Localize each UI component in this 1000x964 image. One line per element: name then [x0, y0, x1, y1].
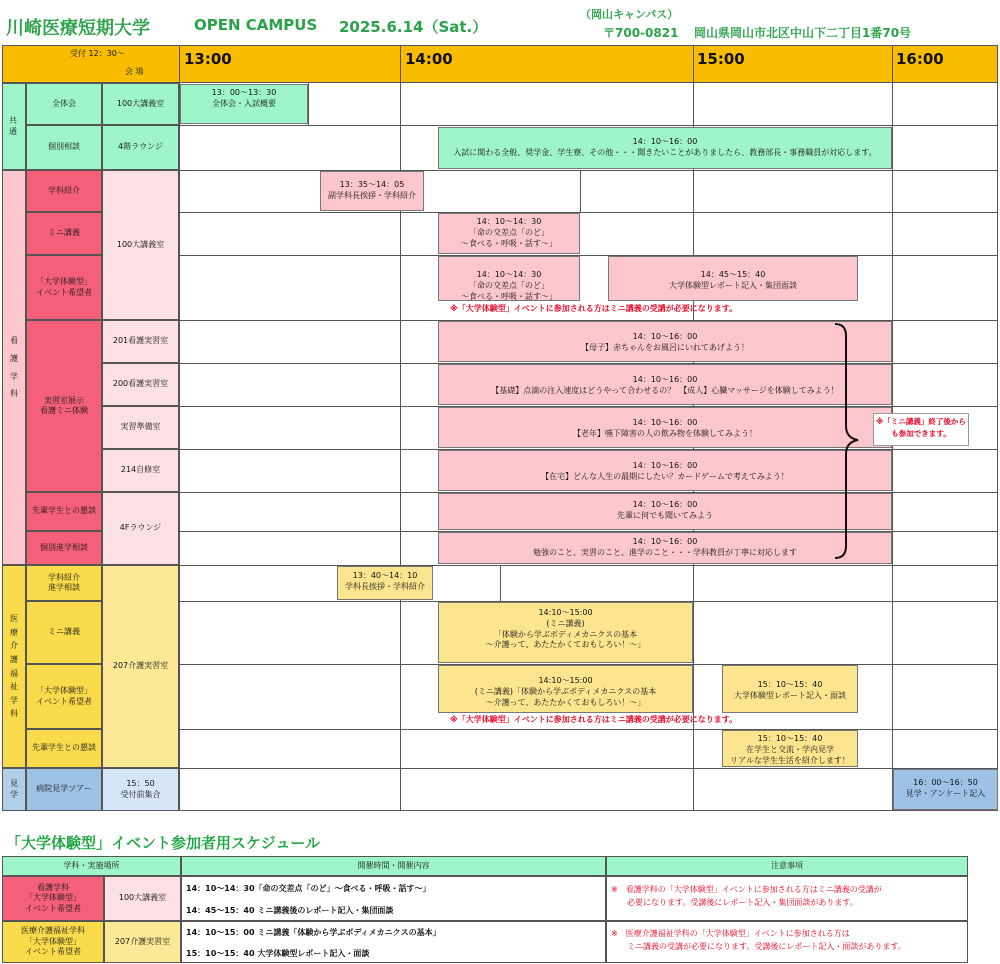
curly-brace-icon: [832, 322, 862, 562]
event-room-201: 14：10～16：00 【母子】赤ちゃんをお風呂にいれてあげよう！: [438, 321, 892, 362]
event-general-meeting: 13：00～13：30 全体会・入試概要: [180, 84, 308, 124]
table-dept-care: 医療介護福祉学科 「大学体験型」 イベント希望者: [2, 921, 104, 963]
venue-lounge-4f: 4階ラウンジ: [102, 125, 179, 170]
nursing-warning: ※「大学体験型」イベントに参加される方はミニ講義の受講が必要になります。: [450, 304, 738, 313]
row-care-intro: 学科紹介 進学相談: [26, 565, 102, 601]
nursing-note-text: ※ 看護学科の「大学体験型」イベントに参加される方はミニ講義の受講が 必要になります。受講後にレポート記入・集団面談があります。: [611, 885, 882, 907]
event-nursing-intro: 13：35～14：05 副学科長挨拶・学科紹介: [320, 171, 424, 211]
event-care-senior-talk: 15：10～15：40 在学生と交流・学内見学 リアルな学生生活を紹介します！: [722, 730, 858, 767]
event-nursing-experience-lecture: 14：10～14：30 「命の交差点「のど」 ～食べる・呼吸・話す～」: [438, 256, 580, 301]
care-warning: ※「大学体験型」イベントに参加される方はミニ講義の受講が必要になります。: [450, 715, 738, 724]
table-schedule-care: [181, 921, 606, 963]
group-care: 医 療 介 護 福 祉 学 科: [2, 565, 26, 768]
table-note-care: [606, 921, 968, 963]
event-room-200: 14：10～16：00 【基礎】点滴の注入速度はどうやって合わせるの？ 【成人】心臓マッサージを体験してみよう！: [438, 364, 892, 405]
event-room-214: 14：10～16：00 【在宅】どんな人生の最期にしたい？カードゲームで考えてみよう！: [438, 450, 892, 491]
group-tour: 見 学: [2, 768, 26, 811]
table-header-schedule: 開催時間・開催内容: [181, 856, 606, 876]
venue-room-201: 201看護実習室: [102, 320, 179, 363]
school-name: 川崎医療短期大学: [6, 18, 150, 39]
row-hospital-tour: 病院見学ツアー: [26, 768, 102, 811]
row-general-meeting: 全体会: [26, 83, 102, 125]
event-senior-talk: 14：10～16：00 先輩に何でも聞いてみよう: [438, 493, 892, 530]
row-nursing-senior-talk: 先輩学生との懇談: [26, 492, 102, 531]
row-care-senior-talk: 先輩学生との懇談: [26, 729, 102, 768]
row-nursing-mini-lecture: ミニ講義: [26, 212, 102, 255]
row-individual-consult: 個別相談: [26, 125, 102, 170]
table-venue-nursing: 100大講義室: [104, 876, 181, 921]
care-note-text: ※ 医療介護福祉学科の「大学体験型」イベントに参加される方は ミニ講義の受講が必要になります。受講後にレポート記入・面談があります。: [611, 929, 906, 951]
bottom-title: 「大学体験型」イベント参加者用スケジュール: [6, 834, 321, 852]
table-header-dept: 学科・実施場所: [2, 856, 181, 876]
venue-room-200: 200看護実習室: [102, 363, 179, 406]
venue-header: 会 場: [125, 67, 144, 76]
event-date: 2025.6.14（Sat.）: [339, 18, 488, 36]
time-bar: [2, 45, 998, 83]
venue-care-room: 207介護実習室: [102, 565, 179, 768]
row-nursing-advising: 個別進学相談: [26, 531, 102, 565]
campus-name: （岡山キャンパス）: [580, 8, 679, 21]
event-care-report: 15：10～15：40 大学体験型レポート記入・面談: [722, 665, 858, 713]
event-care-intro: 13：40～14：10 学科長挨拶・学科紹介: [337, 566, 433, 600]
row-care-experience: 「大学体験型」 イベント希望者: [26, 664, 102, 729]
venue-prep-room: 実習準備室: [102, 406, 179, 449]
venue-nursing-hall: 100大講義室: [102, 170, 179, 320]
event-advising: 14：10～16：00 勉強のこと、実習のこと、進学のこと・・・学科教員が丁寧に対応します: [438, 532, 892, 564]
event-nursing-mini-lecture: 14：10～14：30 「命の交差点「のど」 ～食べる・呼吸・話す～」: [438, 213, 580, 254]
event-care-experience-lecture: 14:10～15:00 (ミニ講義)「体験から学ぶボディメカニクスの基本 ～介護って、あたたかくておもしろい！～」: [438, 665, 693, 713]
row-nursing-experience: 「大学体験型」 イベント希望者: [26, 255, 102, 320]
care-schedule-line-1: 14：10～15：00 ミニ講義「体験から学ぶボディメカニクスの基本」: [186, 928, 441, 937]
time-13: 13:00: [184, 50, 232, 68]
time-15: 15:00: [697, 50, 745, 68]
time-16: 16:00: [896, 50, 944, 68]
side-note: ※「ミニ講義」終了後から も参加できます。: [873, 413, 969, 446]
row-care-mini-lecture: ミニ講義: [26, 601, 102, 664]
venue-room-214: 214自修室: [102, 449, 179, 492]
venue-4f-lounge: 4Fラウンジ: [102, 492, 179, 565]
group-nursing: 看 護 学 科: [2, 170, 26, 565]
event-nursing-report: 14：45～15：40 大学体験型レポート記入・集団面談: [608, 256, 858, 301]
event-prep-room: 14：10～16：00 【老年】嚥下障害の人の飲み物を体験してみよう！: [438, 407, 892, 448]
care-schedule-line-2: 15：10～15：40 大学体験型レポート記入・面談: [186, 949, 370, 958]
group-common: 共 通: [2, 83, 26, 170]
table-schedule-nursing: [181, 876, 606, 921]
address: 岡山県岡山市北区中山下二丁目1番70号: [694, 26, 912, 40]
reception-time: 受付 12：30～: [70, 49, 125, 58]
table-venue-care: 207介護実習室: [104, 921, 181, 963]
event-care-mini-lecture: 14:10～15:00 (ミニ講義) 「体験から学ぶボディメカニクスの基本 ～介護って、あたたかくておもしろい！～」: [438, 602, 693, 663]
venue-lecture-hall: 100大講義室: [102, 83, 179, 125]
event-name: OPEN CAMPUS: [194, 16, 318, 34]
nursing-schedule-line-2: 14：45～15：40 ミニ講義後のレポート記入・集団面談: [186, 906, 394, 915]
postal-code: 〒700-0821: [603, 26, 679, 40]
event-tour: 16：00～16：50 見学・アンケート記入: [893, 769, 998, 810]
table-note-nursing: [606, 876, 968, 921]
venue-tour-meeting: 15：50 受付前集合: [102, 768, 179, 811]
table-header-notes: 注意事項: [606, 856, 968, 876]
table-dept-nursing: 看護学科 「大学体験型」 イベント希望者: [2, 876, 104, 921]
nursing-schedule-line-1: 14：10～14：30「命の交差点「のど」～食べる・呼吸・話す～」: [186, 884, 431, 893]
row-nursing-intro: 学科紹介: [26, 170, 102, 212]
time-14: 14:00: [405, 50, 453, 68]
row-nursing-practice: 実習室展示 看護ミニ体験: [26, 320, 102, 492]
event-individual-consult: 14：10～16：00 入試に関わる全般、奨学金、学生寮、その他・・・聞きたいことがありましたら、教務部長・事務職員が対応します。: [438, 127, 892, 169]
